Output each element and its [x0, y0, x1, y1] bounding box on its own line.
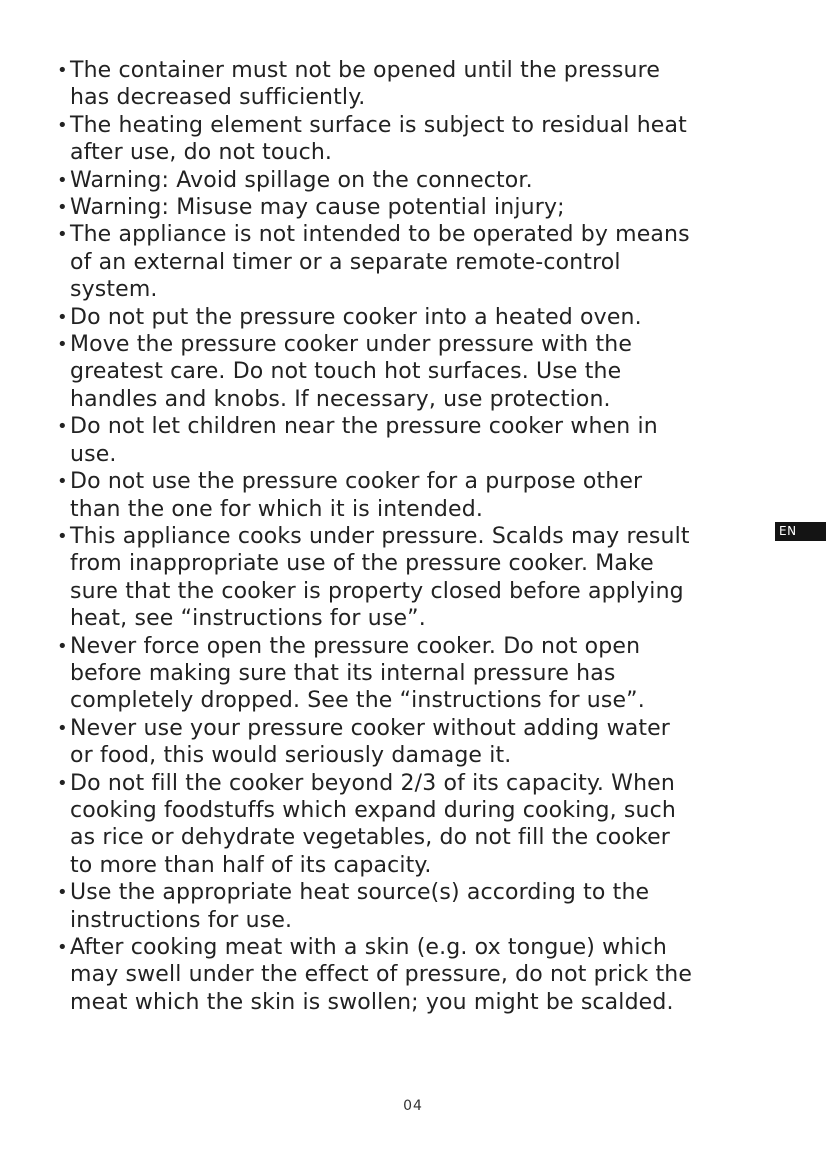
- bullet-icon: •: [57, 471, 68, 493]
- bullet-icon: •: [57, 717, 68, 739]
- bullet-icon: •: [57, 306, 68, 328]
- list-item: [56, 194, 772, 221]
- list-item: [56, 112, 772, 167]
- list-item-text: The heating element surface is subject to residual heat after use, do not touch.: [70, 112, 687, 166]
- list-item: [56, 304, 772, 331]
- bullet-icon: •: [57, 197, 68, 219]
- list-item-text: The appliance is not intended to be operated by means of an external timer or a separate remote-control system.: [70, 222, 690, 303]
- list-item-text: Move the pressure cooker under pressure with the greatest care. Do not touch hot surfaces. Use the handles and knobs. If necessary, use protection.: [70, 332, 633, 412]
- list-item-text: Use the appropriate heat source(s) according to the instructions for use.: [70, 880, 650, 933]
- list-item-text: Do not use the pressure cooker for a purpose other than the one for which it is intended.: [70, 469, 643, 522]
- bullet-icon: •: [57, 525, 68, 547]
- list-item-text: Do not let children near the pressure cooker when in use.: [70, 414, 658, 467]
- list-item: [56, 523, 772, 633]
- list-item-text: Do not fill the cooker beyond 2/3 of its capacity. When cooking foodstuffs which expand during cooking, such as rice or dehydrate vegetables, do not fill the cooker to more than half of its capacity.: [70, 770, 676, 878]
- list-item-text: Do not put the pressure cooker into a heated oven.: [70, 304, 642, 330]
- bullet-icon: •: [57, 60, 68, 81]
- bullet-icon: •: [57, 334, 68, 356]
- list-item-text: Never use your pressure cooker without adding water or food, this would seriously damage it.: [70, 715, 670, 769]
- bullet-icon: •: [57, 937, 68, 958]
- bullet-icon: •: [57, 416, 68, 438]
- page-number: 04: [403, 1098, 423, 1114]
- list-item-text: Warning: Avoid spillage on the connector.: [70, 167, 533, 193]
- list-item: [56, 468, 772, 523]
- bullet-icon: •: [57, 772, 68, 794]
- list-item: [56, 331, 772, 413]
- list-item: [56, 167, 772, 194]
- list-item-text: After cooking meat with a skin (e.g. ox tongue) which may swell under the effect of pressure, do not prick the meat which the skin is swollen; you might be scalded.: [70, 935, 693, 1015]
- list-item: [56, 633, 772, 715]
- language-tab: EN: [775, 522, 826, 541]
- list-item: [56, 57, 772, 112]
- bullet-icon: •: [57, 635, 68, 657]
- bullet-icon: •: [57, 882, 68, 904]
- list-item: [56, 413, 772, 468]
- list-item: [56, 770, 772, 880]
- bullet-icon: •: [57, 224, 68, 246]
- bullet-icon: •: [57, 114, 68, 136]
- list-item: [56, 221, 772, 303]
- list-item-text: Never force open the pressure cooker. Do not open before making sure that its internal pressure has completely dropped. See the “instructions for use”.: [70, 633, 645, 714]
- list-item-text: Warning: Misuse may cause potential injury;: [70, 195, 565, 221]
- safety-bullet-list: [56, 57, 772, 1016]
- list-item: [56, 934, 772, 1016]
- list-item: [56, 879, 772, 934]
- list-item-text: The container must not be opened until the pressure has decreased sufficiently.: [70, 58, 661, 111]
- safety-instructions: [56, 57, 772, 1016]
- list-item: [56, 715, 772, 770]
- bullet-icon: •: [57, 169, 68, 191]
- list-item-text: This appliance cooks under pressure. Scalds may result from inappropriate use of the pressure cooker. Make sure that the cooker is property closed before applying heat, see “instructions for use”.: [70, 523, 690, 632]
